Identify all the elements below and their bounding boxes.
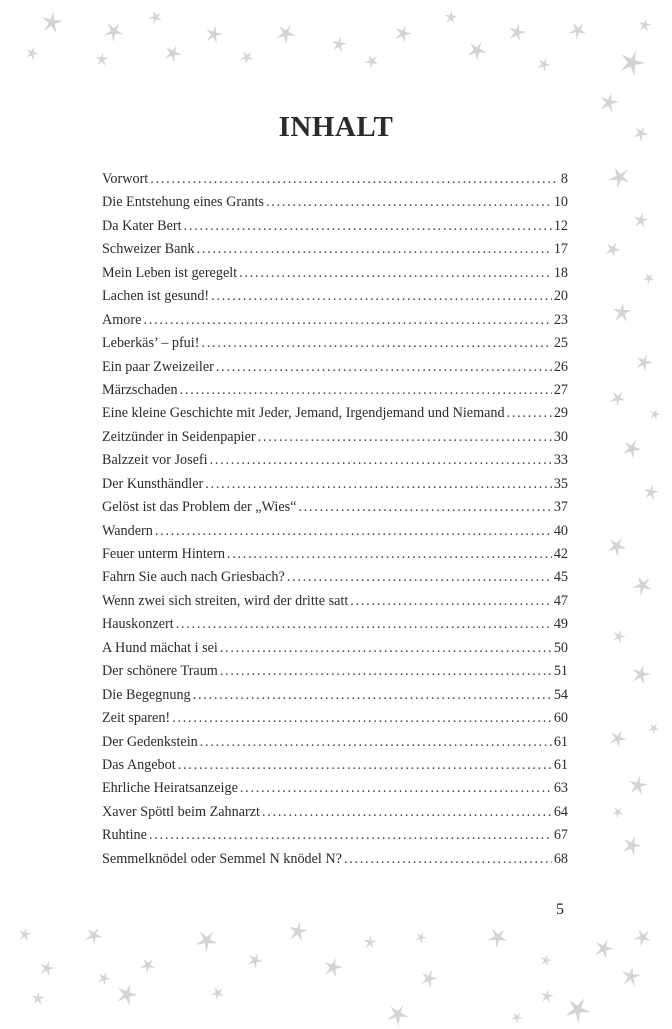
star-icon: [362, 934, 377, 949]
toc-entry-title: Schweizer Bank: [102, 241, 195, 258]
star-icon: [137, 954, 160, 977]
star-icon: [463, 36, 490, 63]
toc-entry-title: Der schönere Traum: [102, 663, 218, 680]
toc-entry[interactable]: [102, 848, 568, 871]
toc-entry-page: 67: [553, 827, 568, 844]
dot-leader: [184, 215, 552, 238]
dot-leader: [220, 637, 552, 660]
toc-entry-page: 12: [553, 217, 568, 234]
dot-leader: [220, 660, 552, 683]
toc-entry-title: Zeit sparen!: [102, 710, 171, 727]
dot-leader: [258, 426, 552, 449]
toc-entry-page: 40: [553, 522, 568, 539]
toc-entry-title: Das Angebot: [102, 756, 176, 773]
toc-entry[interactable]: [102, 660, 568, 683]
toc-entry-title: Die Entstehung eines Grants: [102, 194, 264, 211]
star-icon: [443, 9, 458, 24]
toc-entry[interactable]: [102, 402, 568, 425]
star-icon: [509, 1009, 526, 1026]
toc-entry-title: A Hund mächat i sei: [102, 639, 218, 656]
toc-entry-title: Die Begegnung: [102, 686, 191, 703]
page-title: INHALT: [278, 111, 394, 144]
toc-entry-page: 33: [553, 452, 568, 469]
dot-leader: [178, 754, 552, 777]
page-number: 5: [556, 901, 564, 918]
star-icon: [30, 990, 45, 1005]
toc-entry[interactable]: [102, 684, 568, 707]
dot-leader: [180, 379, 552, 402]
star-icon: [208, 983, 228, 1003]
dot-leader: [344, 848, 552, 871]
dot-leader: [197, 238, 552, 261]
toc-entry[interactable]: [102, 520, 568, 543]
toc-entry[interactable]: [102, 309, 568, 332]
toc-entry-title: Amore: [102, 311, 142, 328]
toc-entry-page: 61: [553, 756, 568, 773]
toc-entry-title: Märzschaden: [102, 381, 178, 398]
toc-entry-title: Lachen ist gesund!: [102, 288, 210, 305]
star-icon: [606, 726, 630, 750]
star-icon: [203, 23, 225, 45]
star-icon: [330, 35, 349, 54]
star-icon: [619, 964, 642, 987]
star-icon: [237, 47, 257, 67]
dot-leader: [240, 777, 552, 800]
star-icon: [362, 51, 382, 71]
toc-entry[interactable]: [102, 590, 568, 613]
star-icon: [607, 387, 629, 409]
toc-entry-title: Zeitzünder in Seidenpapier: [102, 428, 256, 445]
toc-entry[interactable]: [102, 332, 568, 355]
dot-leader: [149, 824, 552, 847]
toc-entry-page: 61: [553, 733, 568, 750]
toc-entry[interactable]: [102, 356, 568, 379]
dot-leader: [210, 449, 552, 472]
toc-entry-page: 8: [560, 171, 568, 187]
dot-leader: [143, 309, 551, 332]
star-icon: [94, 51, 109, 66]
toc-entry-title: Balzzeit vor Josefi: [102, 452, 208, 469]
toc-entry-page: 42: [553, 546, 568, 562]
toc-entry-page: 49: [553, 616, 568, 633]
toc-entry-page: 18: [553, 264, 568, 281]
toc-entry-title: Leberkäs’ – pfui!: [102, 335, 200, 352]
toc-entry-page: 10: [553, 194, 568, 211]
toc-entry[interactable]: [102, 731, 568, 754]
star-icon: [39, 9, 64, 34]
star-icon: [629, 662, 653, 686]
toc-entry-page: 45: [553, 569, 568, 586]
dot-leader: [298, 496, 551, 519]
star-icon: [646, 720, 663, 737]
star-icon: [610, 804, 627, 821]
star-icon: [100, 17, 128, 45]
toc-entry-title: Der Kunsthändler: [102, 475, 204, 492]
star-icon: [611, 301, 633, 323]
toc-entry-page: 63: [553, 780, 568, 797]
toc-entry-page: 54: [553, 686, 568, 703]
toc-entry[interactable]: [102, 473, 568, 496]
toc-entry-page: 60: [553, 710, 568, 727]
toc-entry-page: 23: [553, 311, 568, 328]
star-icon: [383, 999, 413, 1029]
toc-entry[interactable]: [102, 238, 568, 261]
star-icon: [484, 923, 512, 951]
toc-entry[interactable]: [102, 191, 568, 214]
dot-leader: [172, 707, 552, 730]
star-icon: [95, 969, 114, 988]
toc-entry[interactable]: [102, 754, 568, 777]
dot-leader: [201, 332, 551, 355]
dot-leader: [150, 168, 556, 191]
dot-leader: [350, 590, 552, 613]
star-icon: [641, 270, 658, 287]
toc-entry[interactable]: [102, 637, 568, 660]
star-icon: [391, 21, 414, 44]
star-icon: [591, 935, 617, 961]
toc-entry-title: Da Kater Bert: [102, 217, 182, 234]
toc-entry-page: 17: [553, 241, 568, 258]
star-icon: [192, 925, 223, 956]
toc-entry-title: Mein Leben ist geregelt: [102, 264, 238, 281]
toc-entry[interactable]: [102, 215, 568, 238]
toc-entry-page: 26: [553, 358, 568, 375]
star-icon: [632, 350, 655, 373]
star-icon: [642, 483, 661, 502]
toc-entry[interactable]: [102, 707, 568, 730]
toc-entry-title: Eine kleine Geschichte mit Jeder, Jemand, Irgendjemand und Niemand: [102, 405, 505, 422]
star-icon: [603, 532, 630, 559]
dot-leader: [193, 684, 552, 707]
toc-entry[interactable]: [102, 285, 568, 308]
star-icon: [286, 919, 309, 942]
star-icon: [615, 45, 648, 78]
toc-entry-title: Ruhtine: [102, 827, 147, 844]
star-icon: [610, 627, 628, 645]
toc-entry-title: Feuer unterm Hintern: [102, 546, 225, 562]
star-icon: [413, 929, 429, 945]
dot-leader: [155, 520, 552, 543]
toc-entry-title: Xaver Spöttl beim Zahnarzt: [102, 803, 260, 820]
toc-entry-title: Wenn zwei sich streiten, wird der dritte satt: [102, 592, 349, 609]
star-icon: [560, 991, 596, 1027]
dot-leader: [287, 566, 552, 589]
star-icon: [648, 407, 663, 422]
toc-entry[interactable]: [102, 801, 568, 824]
star-icon: [244, 949, 265, 970]
star-icon: [602, 238, 623, 259]
star-icon: [506, 21, 528, 43]
table-of-contents: [102, 168, 568, 871]
star-icon: [417, 966, 440, 989]
star-icon: [23, 44, 41, 62]
dot-leader: [227, 543, 552, 566]
toc-entry-page: 51: [553, 663, 568, 680]
toc-entry-page: 20: [553, 288, 568, 305]
toc-entry-page: 47: [553, 592, 568, 609]
toc-entry-page: 64: [553, 803, 568, 820]
dot-leader: [200, 731, 552, 754]
toc-entry-page: 27: [553, 381, 568, 398]
star-icon: [604, 161, 635, 192]
toc-entry-page: 68: [553, 850, 568, 867]
star-icon: [321, 955, 345, 979]
star-icon: [272, 19, 299, 46]
star-icon: [146, 7, 166, 27]
toc-entry[interactable]: [102, 449, 568, 472]
star-icon: [539, 988, 555, 1004]
toc-entry-page: 37: [553, 499, 568, 516]
star-icon: [630, 924, 655, 949]
toc-entry-page: 30: [553, 428, 568, 445]
star-icon: [632, 211, 651, 230]
toc-entry-page: 25: [553, 335, 568, 352]
dot-leader: [239, 262, 552, 285]
star-icon: [161, 41, 185, 65]
star-icon: [535, 55, 554, 74]
toc-entry[interactable]: [102, 566, 568, 589]
dot-leader: [211, 285, 552, 308]
star-icon: [82, 923, 107, 948]
toc-entry-page: 50: [553, 639, 568, 656]
star-icon: [17, 926, 33, 942]
toc-entry-title: Ehrliche Heiratsanzeige: [102, 780, 238, 797]
star-icon: [619, 435, 646, 462]
star-icon: [565, 17, 590, 42]
toc-entry-title: Vorwort: [102, 171, 149, 187]
toc-entry[interactable]: [102, 426, 568, 449]
toc-entry-title: Der Gedenkstein: [102, 733, 198, 750]
toc-entry[interactable]: [102, 496, 568, 519]
toc-entry[interactable]: [102, 543, 568, 566]
toc-entry-title: Fahrn Sie auch nach Griesbach?: [102, 569, 285, 586]
star-icon: [113, 980, 141, 1008]
dot-leader: [262, 801, 552, 824]
dot-leader: [266, 191, 552, 214]
toc-entry-page: 29: [553, 405, 568, 422]
toc-entry-title: Hauskonzert: [102, 616, 174, 633]
toc-entry[interactable]: [102, 824, 568, 847]
toc-entry[interactable]: [102, 168, 568, 191]
dot-leader: [205, 473, 552, 496]
toc-entry[interactable]: [102, 777, 568, 800]
toc-entry-title: Gelöst ist das Problem der „Wies“: [102, 499, 297, 516]
toc-entry[interactable]: [102, 379, 568, 402]
star-icon: [626, 773, 649, 796]
star-icon: [629, 571, 657, 599]
star-icon: [619, 832, 645, 858]
dot-leader: [216, 356, 552, 379]
toc-entry[interactable]: [102, 613, 568, 636]
star-icon: [37, 958, 57, 978]
star-icon: [637, 17, 653, 33]
toc-entry[interactable]: [102, 262, 568, 285]
toc-entry-title: Semmelknödel oder Semmel N knödel N?: [102, 850, 342, 867]
toc-entry-page: 35: [553, 475, 568, 492]
toc-entry-title: Wandern: [102, 522, 153, 539]
dot-leader: [507, 402, 552, 425]
dot-leader: [176, 613, 552, 636]
star-icon: [539, 953, 554, 968]
toc-entry-title: Ein paar Zweizeiler: [102, 358, 214, 375]
